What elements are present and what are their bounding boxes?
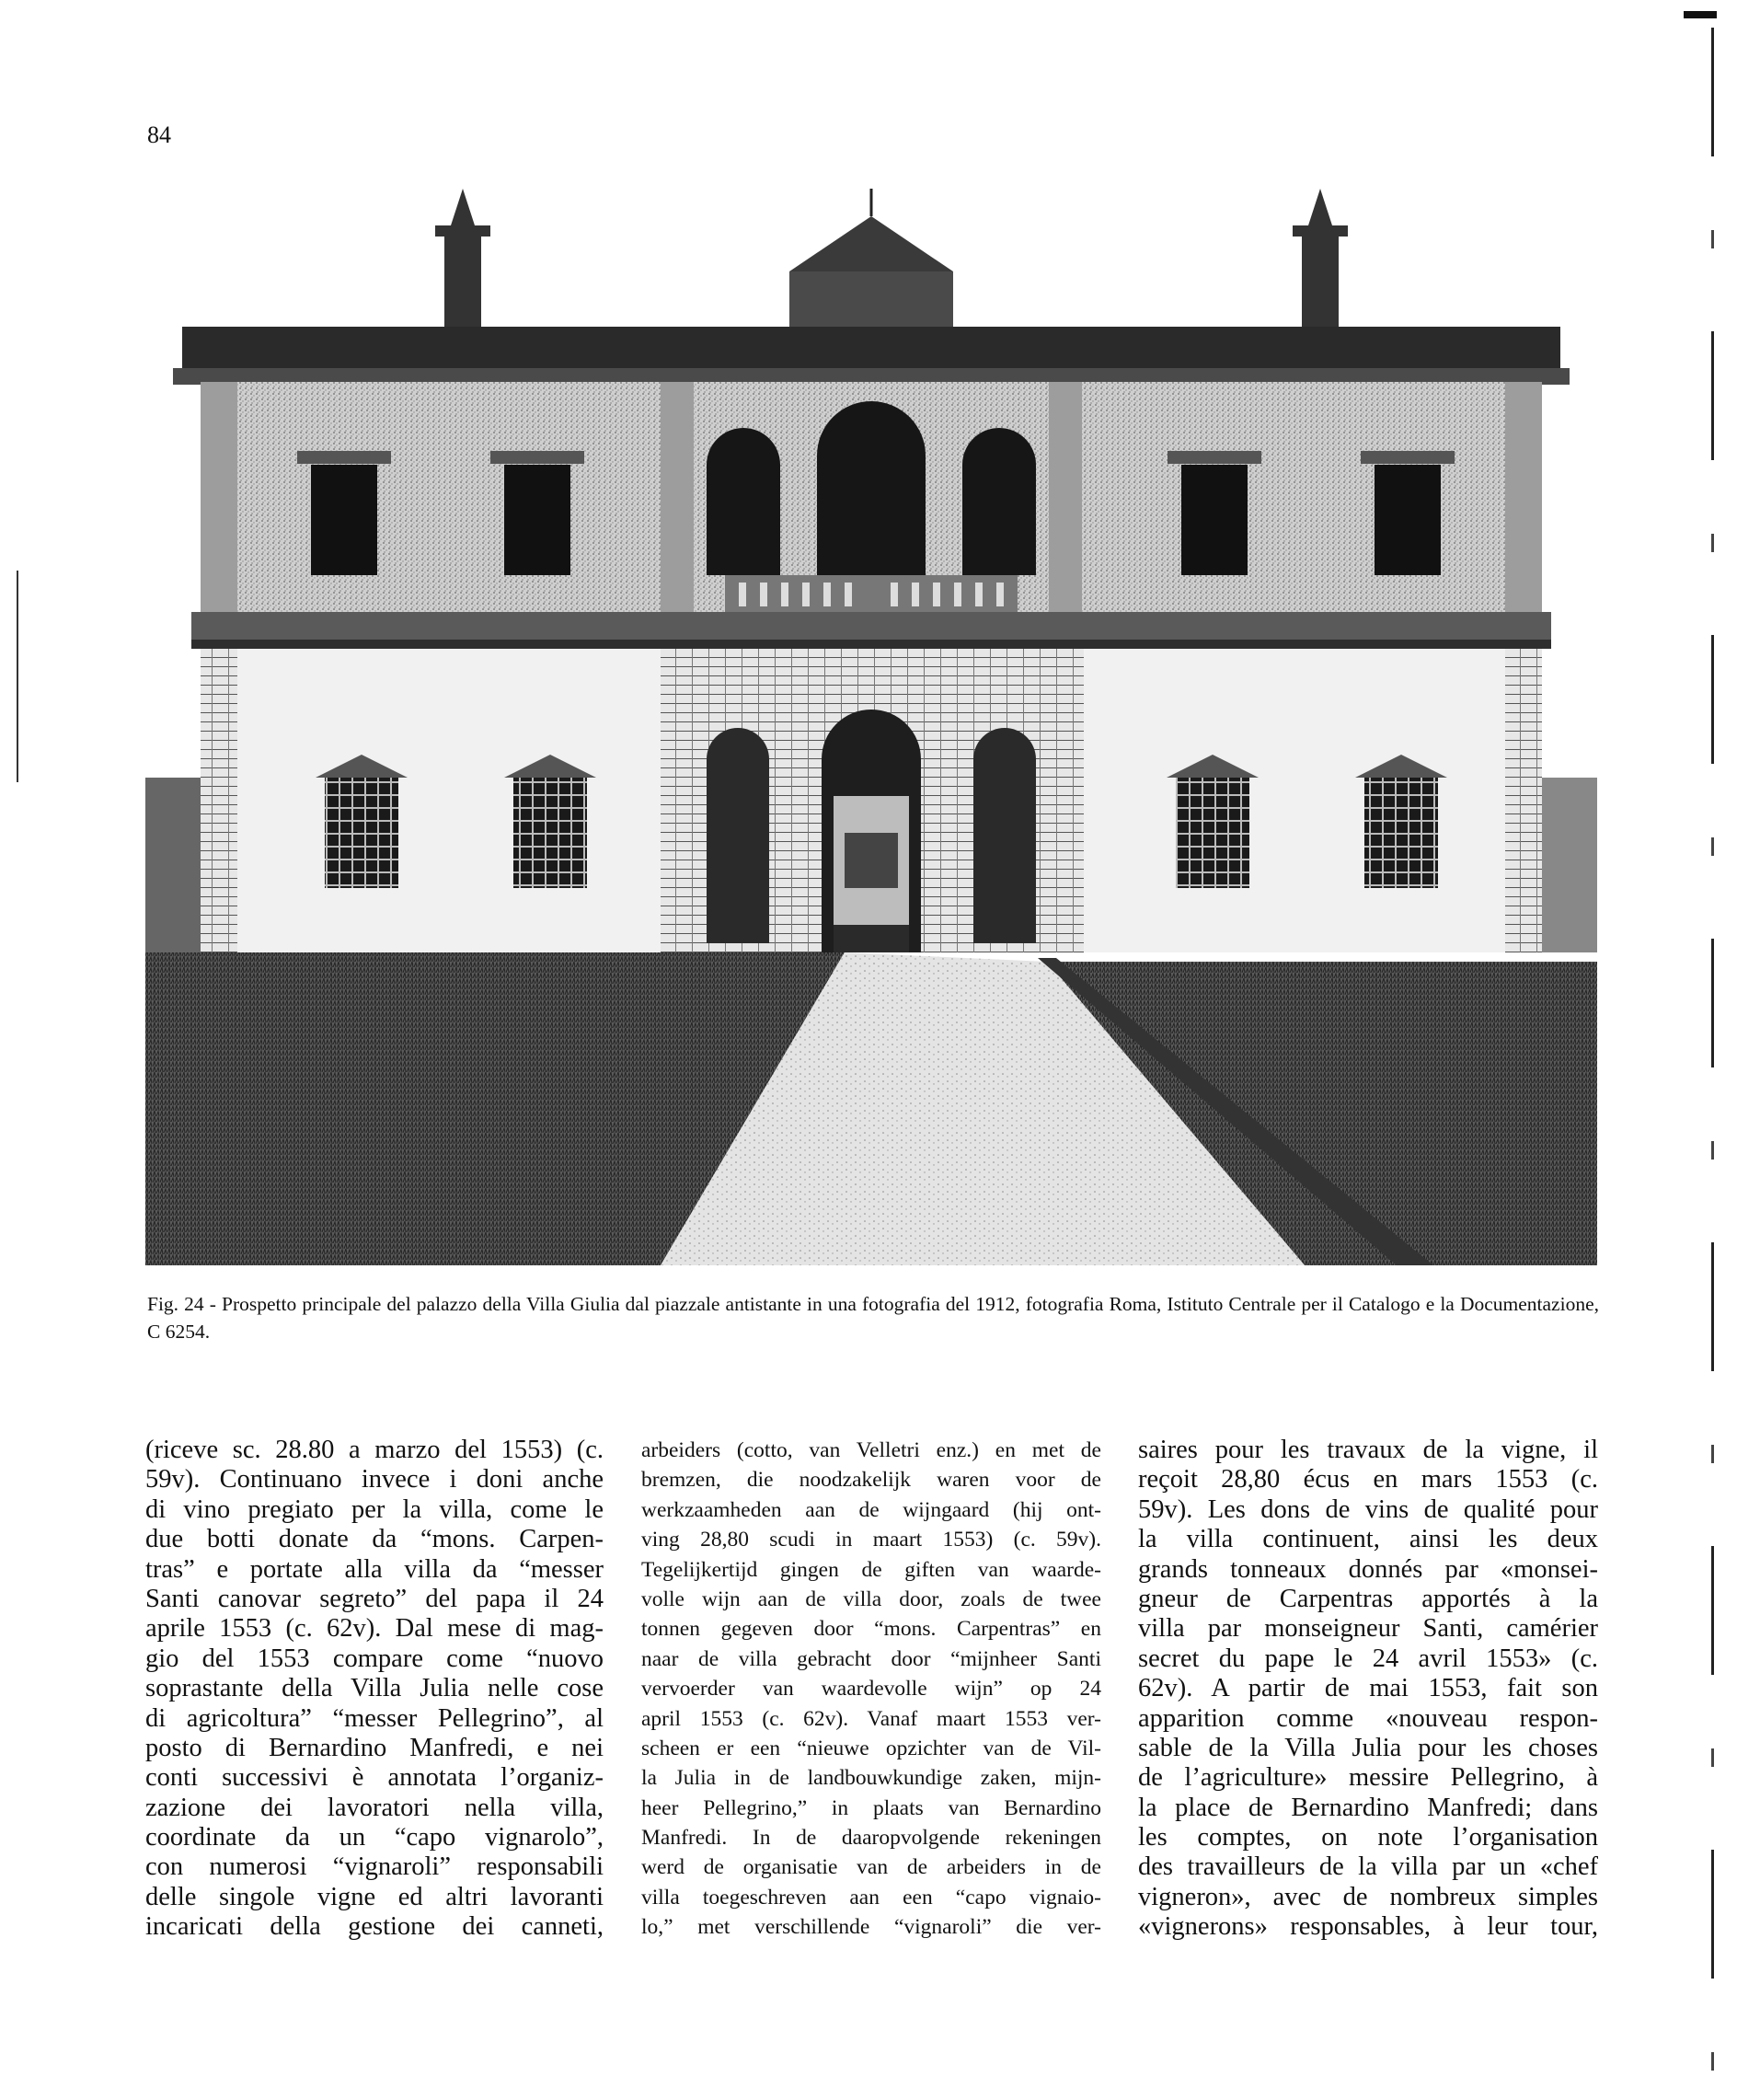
text-line: delle singole vigne ed altri lavoranti (145, 1882, 604, 1911)
text-line: april 1553 (c. 62v). Vanaf maart 1553 ver- (641, 1706, 1101, 1731)
text-line: «vignerons» responsables, à leur tour, (1138, 1912, 1598, 1942)
text-line: bremzen, die noodzakelijk waren voor de (641, 1468, 1101, 1493)
text-line: gio del 1553 compare come “nuovo (145, 1644, 604, 1673)
text-line: con numerosi “vignaroli” responsabili (145, 1852, 604, 1882)
text-line: des travailleurs de la villa par un «chef (1138, 1852, 1598, 1882)
text-line: villa par monseigneur Santi, camérier (1138, 1614, 1598, 1644)
text-line: soprastante della Villa Julia nelle cose (145, 1674, 604, 1703)
text-line: heer Pellegrino,” in plaats van Bernardino (641, 1795, 1101, 1820)
text-line: de l’agriculture» messire Pellegrino, à (1138, 1763, 1598, 1793)
scan-edge-line (1711, 28, 1714, 2080)
text-line: di vino pregiato per la villa, come le (145, 1494, 604, 1524)
text-line: ving 28,80 scudi in maart 1553) (c. 59v). (641, 1528, 1101, 1552)
text-line: aprile 1553 (c. 62v). Dal mese di mag- (145, 1614, 604, 1644)
text-line: incaricati della gestione dei canneti, (145, 1912, 604, 1942)
text-line: tonnen gegeven door “mons. Carpentras” en (641, 1617, 1101, 1642)
scan-margin-line (17, 571, 18, 782)
text-line: due botti donate da “mons. Carpen- (145, 1525, 604, 1554)
text-line: la place de Bernardino Manfredi; dans (1138, 1793, 1598, 1822)
text-line: 59v). Continuano invece i doni anche (145, 1465, 604, 1494)
column-italian (145, 1436, 604, 1943)
text-line: sable de la Villa Julia pour les choses (1138, 1733, 1598, 1762)
text-line: tras” e portate alla villa da “messer (145, 1554, 604, 1584)
text-line: arbeiders (cotto, van Velletri enz.) en met de (641, 1438, 1101, 1462)
text-line: lo,” met verschillende “vignaroli” die ver- (641, 1915, 1101, 1940)
text-line: la villa continuent, ainsi les deux (1138, 1525, 1598, 1554)
page-number: 84 (147, 121, 171, 148)
text-line: di agricoltura” “messer Pellegrino”, al (145, 1703, 604, 1733)
text-line: posto di Bernardino Manfredi, e nei (145, 1733, 604, 1762)
text-line: 59v). Les dons de vins de qualité pour (1138, 1494, 1598, 1524)
text-line: Santi canovar segreto” del papa il 24 (145, 1584, 604, 1613)
text-line: volle wijn aan de villa door, zoals de twee (641, 1587, 1101, 1611)
scan-edge-mark (1684, 11, 1717, 18)
text-line: scheen er een “nieuwe opzichter van de Vil- (641, 1736, 1101, 1760)
text-line: naar de villa gebracht door “mijnheer Santi (641, 1646, 1101, 1671)
column-french (1138, 1436, 1598, 1943)
text-line: vigneron», avec de nombreux simples (1138, 1882, 1598, 1911)
figure-caption: Fig. 24 - Prospetto principale del palazzo della Villa Giulia dal piazzale antistante in una fotografia del 1912, fotografia Roma, Istituto Centrale per il Catalogo e la Documentazione, C 6254. (147, 1293, 1599, 1343)
text-line: conti successivi è annotata l’organiz- (145, 1763, 604, 1793)
villa-giulia-photo (145, 189, 1597, 1265)
text-line: secret du pape le 24 avril 1553» (c. (1138, 1644, 1598, 1673)
text-line: la Julia in de landbouwkundige zaken, mijn- (641, 1766, 1101, 1791)
text-line: zazione dei lavoratori nella villa, (145, 1793, 604, 1822)
text-line: apparition comme «nouveau respon- (1138, 1703, 1598, 1733)
text-line: grands tonneaux donnés par «monsei- (1138, 1554, 1598, 1584)
text-line: villa toegeschreven aan een “capo vignaio- (641, 1885, 1101, 1910)
text-line: werd de organisatie van de arbeiders in de (641, 1855, 1101, 1880)
text-line: Tegelijkertijd gingen de giften van waarde- (641, 1557, 1101, 1582)
column-dutch (641, 1436, 1101, 1943)
text-line: gneur de Carpentras apportés à la (1138, 1584, 1598, 1613)
text-line: werkzaamheden aan de wijngaard (hij ont- (641, 1497, 1101, 1522)
text-line: vervoerder van waardevolle wijn” op 24 (641, 1677, 1101, 1702)
text-line: reçoit 28,80 écus en mars 1553 (c. (1138, 1465, 1598, 1494)
text-line: (riceve sc. 28.80 a marzo del 1553) (c. (145, 1436, 604, 1464)
text-line: coordinate da un “capo vignarolo”, (145, 1823, 604, 1852)
figure-photo (145, 189, 1597, 1265)
text-line: 62v). A partir de mai 1553, fait son (1138, 1674, 1598, 1703)
text-line: saires pour les travaux de la vigne, il (1138, 1436, 1598, 1464)
text-line: les comptes, on note l’organisation (1138, 1823, 1598, 1852)
text-line: Manfredi. In de daaropvolgende rekeningen (641, 1826, 1101, 1851)
